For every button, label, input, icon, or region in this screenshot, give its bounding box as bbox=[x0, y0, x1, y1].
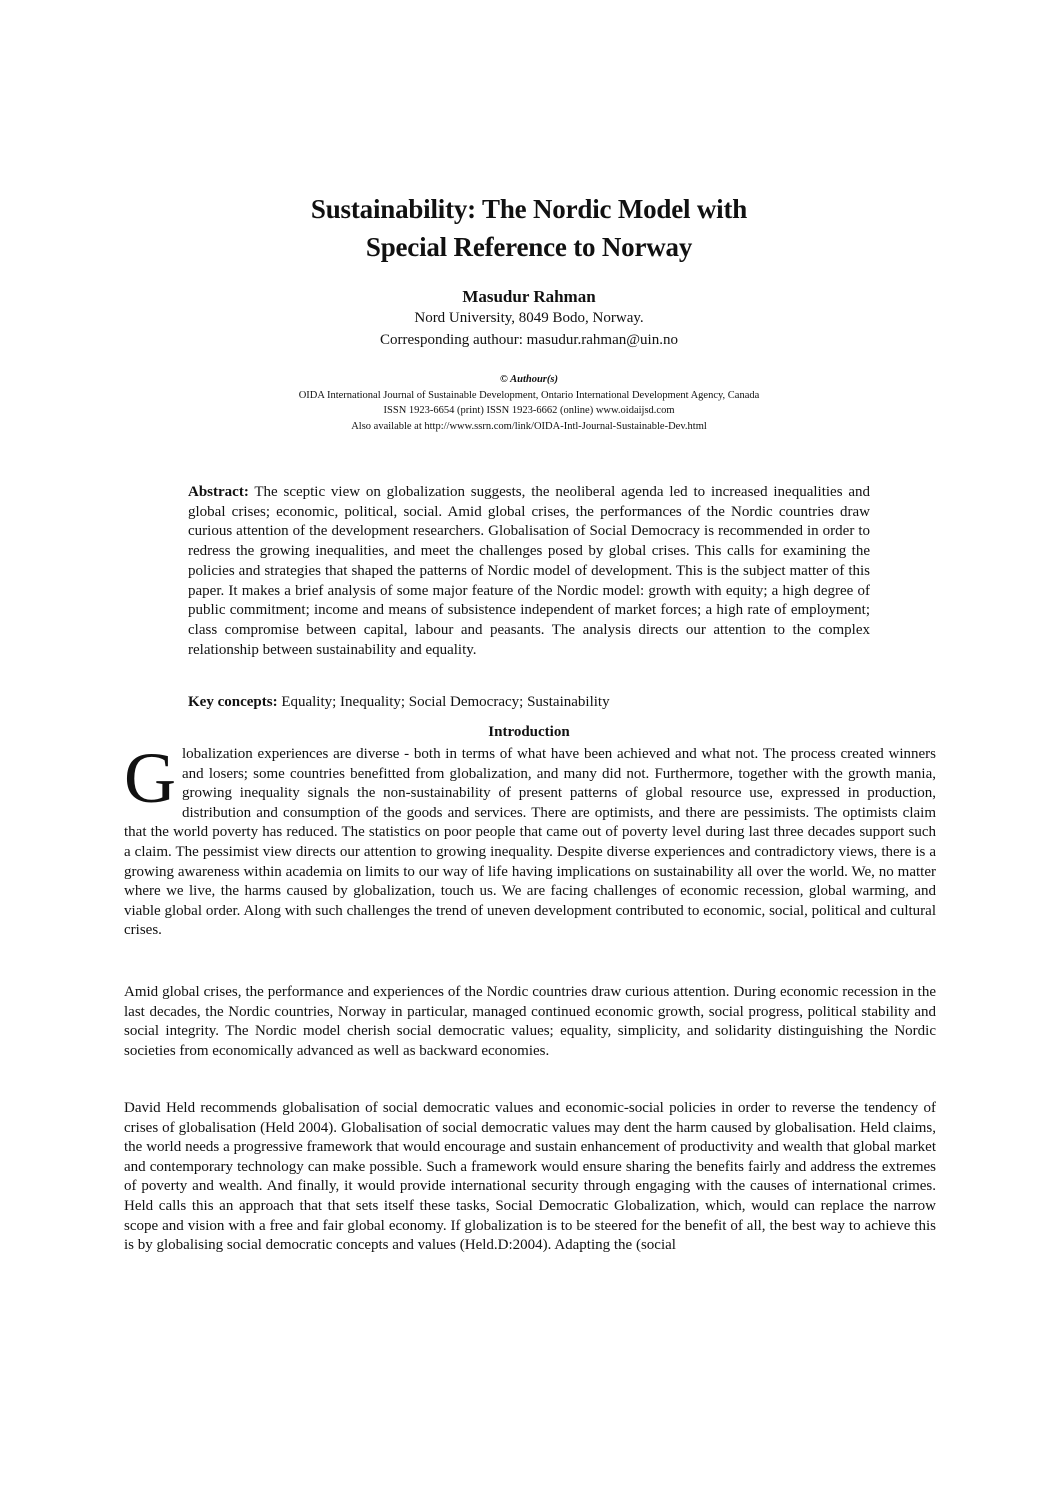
author-affiliation-block bbox=[0, 307, 1058, 351]
corresponding-author: Corresponding authour: masudur.rahman@uin.no bbox=[380, 332, 678, 348]
also-available-line: Also available at http://www.ssrn.com/link/OIDA-Intl-Journal-Sustainable-Dev.html bbox=[351, 420, 707, 432]
intro-paragraph-1 bbox=[124, 738, 936, 941]
abstract-label: Abstract: bbox=[188, 484, 249, 500]
paragraph-text: lobalization experiences are diverse - both in terms of what have been achieved and what not. The process created winners and losers; some countries benefitted from globalization, and many did not. Furthermore, together with the growth mania, growing inequality signals the non-sustainability of present patterns of global resource use, expressed in production, distribution and consumption of the goods and services. There are optimists, and there are pessimists. The optimists claim that the world poverty has reduced. The statistics on poor people that came out of poverty level during last three decades support such a claim. The pessimist view directs our attention to growing inequality. Despite diverse experiences and contradictory views, there is a growing awareness within academia on limits to our way of life having implications on sustainability all over the world. We, no matter where we live, the harms caused by globalization, touch us. We are facing challenges of economic recession, global warming, and viable global order. Along with such challenges the trend of uneven development contributed to economic, social, political and cultural crises. bbox=[124, 746, 936, 939]
author-name: Masudur Rahman bbox=[462, 287, 596, 306]
affiliation: Nord University, 8049 Bodo, Norway. bbox=[414, 310, 644, 326]
title-line-1: Sustainability: The Nordic Model with bbox=[310, 194, 748, 224]
intro-paragraph-2: Amid global crises, the performance and experiences of the Nordic countries draw curious attention. During economic recession in the last decades, the Nordic countries, Norway in particular, managed continued economic growth, social progress, political stability and social integrity. The Nordic model cherish social democratic values; equality, simplicity, and solidarity distinguishing the Nordic societies from economically advanced as well as backward economies. bbox=[124, 984, 936, 1059]
title-line-2: Special Reference to Norway bbox=[365, 232, 693, 262]
copyright-notice: © Authour(s) bbox=[500, 374, 558, 385]
abstract-text: The sceptic view on globalization suggests, the neoliberal agenda led to increased inequalities and global crises; economic, political, social. Amid global crises, the performances of the Nordic countries draw curious attention of the development researchers. Globalisation of Social Democracy is recommended in order to redress the growing inequalities, and meet the challenges posed by global crises. This calls for examining the policies and strategies that shaped the patterns of Nordic model of development. This is the subject matter of this paper. It makes a brief analysis of some major feature of the Nordic model: growth with equity; a high degree of public commitment; income and means of subsistence independent of market forces; a high rate of employment; class compromise between capital, labour and peasants. The analysis directs our attention to the complex relationship between sustainability and equality. bbox=[188, 484, 870, 658]
abstract bbox=[188, 483, 870, 660]
key-concepts bbox=[188, 692, 870, 712]
section-heading-introduction: Introduction bbox=[488, 724, 570, 740]
issn-line: ISSN 1923-6654 (print) ISSN 1923-6662 (online) www.oidaijsd.com bbox=[383, 405, 675, 416]
intro-paragraph-3: David Held recommends globalisation of social democratic values and economic-social policies in order to reverse the tendency of crises of globalisation (Held 2004). Globalisation of social democratic values may dent the harm caused by globalisation. Held claims, the world needs a progressive framework that would encourage and sustain enhancement of productivity and wealth that global market and contemporary technology can make possible. Such a framework would ensure sharing the benefits fairly and address the extremes of poverty and wealth. And finally, it would provide international security through engaging with the causes of international crimes. Held calls this an approach that that sets itself these tasks, Social Democratic Globalization, which, would can replace the narrow scope and vision with a free and fair global economy. If globalization is to be steered for the benefit of all, the best way to achieve this is by globalising social democratic concepts and values (Held.D:2004). Adapting the (social bbox=[124, 1100, 936, 1254]
drop-cap: G bbox=[124, 738, 176, 818]
key-concepts-label: Key concepts: bbox=[188, 694, 278, 710]
paper-title bbox=[0, 190, 1058, 266]
key-concepts-text: Equality; Inequality; Social Democracy; Sustainability bbox=[277, 694, 610, 710]
journal-name: OIDA International Journal of Sustainable Development, Ontario International Development Agency, Canada bbox=[298, 389, 760, 401]
publication-info bbox=[0, 372, 1058, 434]
